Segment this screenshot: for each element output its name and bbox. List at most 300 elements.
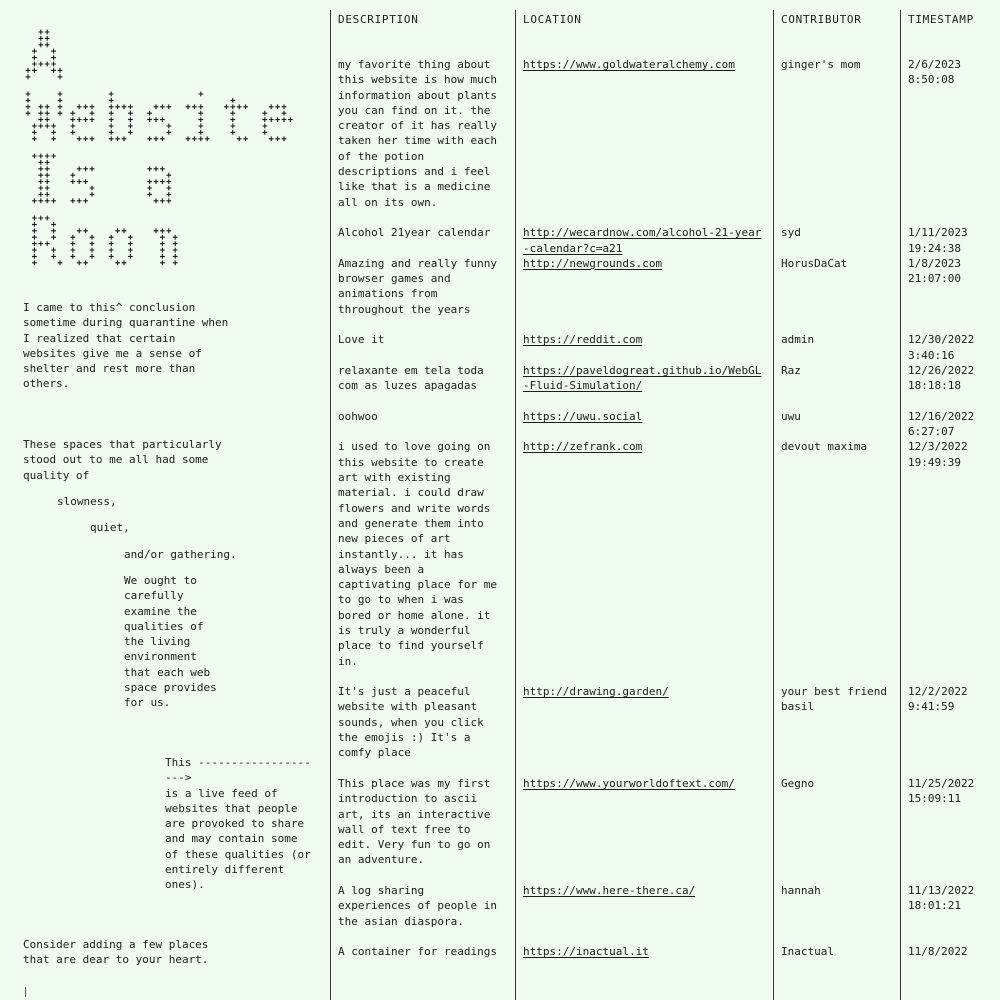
- row-location-link[interactable]: http://drawing.garden/: [523, 685, 669, 699]
- title-stitch: [38, 173, 43, 178]
- row-timestamp: [908, 225, 988, 256]
- title-stitch: [32, 68, 37, 73]
- title-stitch: [58, 111, 63, 116]
- title-stitch: [198, 136, 203, 141]
- row-date: 12/2/2022: [908, 685, 968, 699]
- title-stitch: [90, 166, 95, 171]
- row-contributor: syd: [781, 226, 801, 240]
- row-timestamp: [908, 439, 988, 470]
- title-stitch: [83, 117, 88, 122]
- intro-paragraph-3: We ought to carefully examine the qualities of the living environment that each web space provides for us.: [124, 574, 217, 710]
- row-location-link[interactable]: https://www.goldwateralchemy.com: [523, 58, 735, 71]
- title-stitch: [109, 98, 114, 103]
- row-description: A log sharing experiences of people in the asian diaspora.: [338, 884, 497, 928]
- row-date: 1/8/2023: [908, 256, 961, 270]
- title-stitch: [154, 228, 159, 233]
- intro-paragraph-1: I came to this^ conclusion sometime during quarantine when I realized that certain websites give me a sense of shelter and rest more than others.: [23, 301, 229, 391]
- title-stitch: [166, 192, 171, 197]
- title-stitch: [32, 136, 37, 141]
- title-stitch: [115, 228, 120, 233]
- title-stitch: [282, 104, 287, 109]
- title-stitch: [32, 130, 37, 135]
- title-stitch: [90, 186, 95, 191]
- row-time: 9:41:59: [908, 700, 955, 714]
- row-contributor: Raz: [781, 363, 801, 377]
- row-time: 18:18:18: [908, 379, 961, 393]
- title-stitch: [154, 117, 159, 122]
- title-stitch: [70, 248, 75, 253]
- title-stitch: [77, 136, 82, 141]
- title-stitch: [147, 186, 152, 191]
- title-stitch: [230, 104, 235, 109]
- title-stitch: [230, 130, 235, 135]
- row-location: [523, 332, 763, 347]
- title-stitch: [51, 124, 56, 129]
- title-stitch: [173, 241, 178, 246]
- title-stitch: [160, 166, 165, 171]
- title-stitch: [32, 154, 37, 159]
- title-stitch: [51, 154, 56, 159]
- title-stitch: [45, 36, 50, 41]
- title-stitch: [230, 117, 235, 122]
- row-contributor: ginger's mom: [781, 58, 861, 71]
- title-stitch: [58, 92, 63, 97]
- row-time: 15:09:11: [908, 792, 961, 806]
- title-stitch: [58, 104, 63, 109]
- row-location: [523, 776, 763, 791]
- row-time: 8:50:08: [908, 73, 955, 87]
- title-stitch: [122, 136, 127, 141]
- title-stitch: [237, 136, 242, 141]
- title-stitch: [122, 104, 127, 109]
- row-contributor: admin: [781, 333, 815, 347]
- title-stitch: [115, 260, 120, 265]
- row-timestamp: [908, 363, 988, 394]
- title-stitch: [70, 111, 75, 116]
- header-contributor: CONTRIBUTOR: [781, 13, 862, 26]
- title-stitch: [45, 160, 50, 165]
- title-stitch: [32, 228, 37, 233]
- row-location-link[interactable]: https://uwu.social: [523, 409, 643, 423]
- row-contributor: hannah: [781, 884, 821, 898]
- title-stitch: [70, 117, 75, 122]
- row-location: [523, 225, 763, 256]
- title-stitch: [77, 104, 82, 109]
- title-stitch: [173, 248, 178, 253]
- title-stitch: [77, 179, 82, 184]
- title-stitch: [90, 241, 95, 246]
- title-stitch: [70, 254, 75, 259]
- title-stitch: [90, 111, 95, 116]
- title-stitch: [230, 98, 235, 103]
- title-stitch: [109, 111, 114, 116]
- row-location: [523, 363, 763, 394]
- title-stitch: [154, 179, 159, 184]
- title-stitch: [70, 179, 75, 184]
- title-stitch: [90, 254, 95, 259]
- title-stitch: [166, 104, 171, 109]
- row-location-link[interactable]: https://inactual.it: [523, 945, 649, 959]
- feed-rows: [330, 57, 1000, 975]
- title-stitch: [32, 216, 37, 221]
- title-stitch: [51, 130, 56, 135]
- title-stitch: [90, 248, 95, 253]
- title-stitch: [147, 192, 152, 197]
- title-stitch: [32, 55, 37, 60]
- title-stitch: [58, 260, 63, 265]
- row-timestamp: [908, 776, 988, 807]
- title-stitch: [77, 198, 82, 203]
- title-stitch: [109, 104, 114, 109]
- title-stitch: [70, 241, 75, 246]
- title-stitch: [243, 136, 248, 141]
- title-stitch: [32, 260, 37, 265]
- title-stitch: [262, 111, 267, 116]
- title-stitch: [147, 117, 152, 122]
- row-description: relaxante em tela toda com as luzes apagadas: [338, 363, 484, 393]
- title-stitch: [275, 136, 280, 141]
- title-stitch: [128, 254, 133, 259]
- title-stitch: [90, 235, 95, 240]
- title-stitch: [70, 235, 75, 240]
- title-stitch: [26, 111, 31, 116]
- title-stitch: [32, 49, 37, 54]
- title-stitch: [109, 117, 114, 122]
- row-location: [523, 409, 763, 424]
- title-stitch: [173, 260, 178, 265]
- title-stitch: [70, 124, 75, 129]
- title-stitch: [147, 136, 152, 141]
- title-stitch: [38, 111, 43, 116]
- row-date: 12/30/2022: [908, 333, 975, 347]
- title-stitch: [269, 136, 274, 141]
- title-stitch: [282, 111, 287, 116]
- title-stitch: [160, 198, 165, 203]
- title-stitch: [77, 260, 82, 265]
- title-stitch: [26, 98, 31, 103]
- title-stitch: [70, 173, 75, 178]
- title-stitch: [83, 179, 88, 184]
- title-stitch: [128, 124, 133, 129]
- table-row: [330, 776, 1000, 883]
- row-location-link[interactable]: https://www.yourworldoftext.com/: [523, 776, 735, 790]
- title-stitch: [128, 117, 133, 122]
- title-stitch: [32, 241, 37, 246]
- title-stitch: [166, 179, 171, 184]
- title-stitch: [58, 74, 63, 79]
- title-stitch: [45, 173, 50, 178]
- title-stitch: [186, 136, 191, 141]
- title-stitch: [45, 241, 50, 246]
- quality-gathering: and/or gathering.: [124, 548, 237, 561]
- title-stitch: [205, 136, 210, 141]
- title-stitch: [83, 136, 88, 141]
- row-date: 11/13/2022: [908, 884, 975, 898]
- title-stitch: [45, 62, 50, 67]
- title-stitch: [26, 104, 31, 109]
- title-stitch: [51, 55, 56, 60]
- row-timestamp: [908, 57, 988, 88]
- row-date: 11/8/2022: [908, 945, 968, 959]
- row-description: Love it: [338, 333, 385, 347]
- title-stitch: [32, 198, 37, 203]
- title-stitch: [38, 104, 43, 109]
- title-stitch: [83, 166, 88, 171]
- row-location-link[interactable]: https://www.here-there.ca/: [523, 884, 696, 898]
- title-stitch: [160, 136, 165, 141]
- row-date: 1/11/2023: [908, 226, 968, 240]
- title-stitch: [109, 92, 114, 97]
- title-stitch: [147, 179, 152, 184]
- row-time: 6:27:07: [908, 425, 955, 439]
- row-location: [523, 57, 763, 72]
- title-stitch: [198, 111, 203, 116]
- row-location: [523, 439, 763, 454]
- title-stitch: [166, 130, 171, 135]
- row-contributor: HorusDaCat: [781, 256, 848, 270]
- quality-slowness: slowness,: [57, 495, 117, 508]
- row-contributor: uwu: [781, 409, 801, 423]
- title-stitch: [109, 254, 114, 259]
- title-stitch: [38, 30, 43, 35]
- title-stitch: [38, 198, 43, 203]
- row-date: 11/25/2022: [908, 776, 975, 790]
- title-stitch: [192, 104, 197, 109]
- title-stitch: [45, 179, 50, 184]
- title-stitch: [45, 198, 50, 203]
- row-date: 12/16/2022: [908, 409, 975, 423]
- title-stitch: [230, 111, 235, 116]
- title-stitch: [26, 74, 31, 79]
- title-stitch: [147, 111, 152, 116]
- title-stitch: [109, 248, 114, 253]
- title-stitch: [51, 254, 56, 259]
- title-stitch: [160, 235, 165, 240]
- title-stitch: [262, 130, 267, 135]
- title-stitch: [160, 104, 165, 109]
- title-stitch: [32, 222, 37, 227]
- header-timestamp: TIMESTAMP: [908, 13, 974, 26]
- title-stitch: [128, 241, 133, 246]
- row-location: [523, 256, 763, 271]
- title-stitch: [154, 198, 159, 203]
- title-stitch: [166, 228, 171, 233]
- title-stitch: [154, 166, 159, 171]
- title-stitch: [51, 198, 56, 203]
- title-stitch: [160, 117, 165, 122]
- title-stitch: [26, 92, 31, 97]
- title-stitch: [38, 160, 43, 165]
- title-stitch: [173, 235, 178, 240]
- title-stitch: [173, 254, 178, 259]
- row-timestamp: [908, 409, 988, 440]
- row-location: [523, 883, 763, 898]
- row-description: It's just a peaceful website with pleasant sounds, when you click the emojis :) It's a comfy place: [338, 685, 484, 760]
- title-stitch: [38, 186, 43, 191]
- title-stitch: [38, 179, 43, 184]
- title-stitch: [32, 235, 37, 240]
- title-stitch: [230, 124, 235, 129]
- title-stitch: [198, 130, 203, 135]
- title-stitch: [109, 241, 114, 246]
- title-stitch: [262, 117, 267, 122]
- title-stitch: [154, 104, 159, 109]
- title-stitch: [115, 104, 120, 109]
- title-stitch: [32, 124, 37, 129]
- title-stitch: [51, 228, 56, 233]
- title-stitch: [38, 166, 43, 171]
- title-stitch: [77, 166, 82, 171]
- title-stitch: [109, 130, 114, 135]
- title-stitch: [70, 130, 75, 135]
- website-feed-table: [330, 0, 1000, 1000]
- title-stitch: [262, 124, 267, 129]
- title-stitch: [51, 62, 56, 67]
- title-stitch: [45, 186, 50, 191]
- table-row: [330, 363, 1000, 409]
- row-location: [523, 684, 763, 699]
- title-stitch: [198, 104, 203, 109]
- title-stitch: [38, 154, 43, 159]
- table-row: [330, 409, 1000, 440]
- title-stitch: [83, 228, 88, 233]
- title-stitch: [154, 136, 159, 141]
- title-stitch: [109, 124, 114, 129]
- table-row: [330, 439, 1000, 684]
- title-stitch: [166, 198, 171, 203]
- title-stitch: [282, 136, 287, 141]
- title-stitch: [90, 192, 95, 197]
- title-stitch: [198, 92, 203, 97]
- header-location: LOCATION: [523, 13, 582, 26]
- title-stitch: [160, 241, 165, 246]
- title-stitch: [58, 68, 63, 73]
- title-stitch: [128, 130, 133, 135]
- title-stitch: [51, 136, 56, 141]
- table-row: [330, 225, 1000, 256]
- row-contributor: Gegno: [781, 776, 815, 790]
- intro-paragraph-2: These spaces that particularly stood out to me all had some quality of: [23, 438, 222, 482]
- title-stitch: [45, 166, 50, 171]
- table-row: [330, 883, 1000, 944]
- row-time: 3:40:16: [908, 348, 955, 362]
- title-stitch: [166, 173, 171, 178]
- title-stitch: [51, 222, 56, 227]
- title-stitch: [45, 42, 50, 47]
- title-stitch: [38, 42, 43, 47]
- title-stitch: [45, 111, 50, 116]
- title-stitch: [38, 192, 43, 197]
- title-stitch: [45, 192, 50, 197]
- row-location: [523, 944, 763, 959]
- row-location-link[interactable]: http://newgrounds.com: [523, 256, 663, 270]
- title-stitch: [38, 124, 43, 129]
- row-location-link[interactable]: http://zefrank.com: [523, 440, 643, 454]
- title-stitch: [160, 179, 165, 184]
- title-stitch: [83, 260, 88, 265]
- row-timestamp: [908, 684, 988, 715]
- row-description: i used to love going on this website to create art with existing material. i could draw flowers and write words and generate them into new pieces of art instantly... it has always been a captivating place for me to go to when i was bored or home alone. it is truly a wonderful place to find yourself in.: [338, 440, 497, 668]
- title-stitch: [160, 260, 165, 265]
- title-stitch: [38, 216, 43, 221]
- row-timestamp: [908, 944, 988, 959]
- table-row: [330, 57, 1000, 225]
- title-stitch: [45, 216, 50, 221]
- row-time: 21:07:00: [908, 272, 961, 286]
- row-location-link[interactable]: https://reddit.com: [523, 333, 643, 347]
- title-stitch: [38, 241, 43, 246]
- title-stitch: [237, 104, 242, 109]
- title-stitch: [198, 117, 203, 122]
- title-stitch: [224, 104, 229, 109]
- title-stitch: [51, 235, 56, 240]
- title-stitch: [128, 111, 133, 116]
- title-stitch: [45, 30, 50, 35]
- title-stitch: [275, 104, 280, 109]
- title-stitch: [51, 68, 56, 73]
- title-stitch: [122, 260, 127, 265]
- title-stitch: [58, 98, 63, 103]
- title-stitch: [243, 104, 248, 109]
- row-description: Alcohol 21year calendar: [338, 226, 491, 240]
- title-stitch: [32, 248, 37, 253]
- title-stitch: [77, 117, 82, 122]
- title-stitch: [51, 49, 56, 54]
- row-description: A container for readings: [338, 945, 497, 959]
- title-stitch: [166, 124, 171, 129]
- title-stitch: [51, 248, 56, 253]
- intro-paragraph-4: This ----------------- ---> is a live feed of websites that people are provoked to share and may contain some of these qualities (or entirely different ones).: [165, 756, 311, 892]
- title-stitch: [38, 62, 43, 67]
- title-stitch: [70, 198, 75, 203]
- title-stitch: [160, 248, 165, 253]
- title-stitch: [282, 117, 287, 122]
- row-timestamp: [908, 883, 988, 914]
- title-stitch: [198, 124, 203, 129]
- title-stitch: [90, 136, 95, 141]
- title-stitch: [83, 198, 88, 203]
- row-time: 18:01:21: [908, 899, 961, 913]
- row-contributor: devout maxima: [781, 440, 868, 454]
- title-stitch: [192, 136, 197, 141]
- title-stitch: [269, 104, 274, 109]
- title-stitch: [45, 117, 50, 122]
- row-location-link[interactable]: https://paveldogreat.github.io/WebGL-Fluid-Simulation/: [523, 363, 762, 393]
- title-stitch: [128, 248, 133, 253]
- row-description: oohwoo: [338, 409, 378, 423]
- title-stitch: [122, 228, 127, 233]
- row-location-link[interactable]: http://wecardnow.com/alcohol-21-year-calendar?c=a21: [523, 226, 762, 255]
- title-stitch: [83, 104, 88, 109]
- title-stitch: [90, 117, 95, 122]
- intro-panel: [0, 0, 330, 1000]
- title-stitch: [26, 68, 31, 73]
- title-stitch: [128, 104, 133, 109]
- row-timestamp: [908, 332, 988, 363]
- row-contributor: Inactual: [781, 945, 834, 959]
- row-time: 19:24:38: [908, 241, 961, 255]
- title-stitch: [38, 36, 43, 41]
- row-time: 19:49:39: [908, 455, 961, 469]
- title-stitch: [128, 235, 133, 240]
- row-contributor: your best friend basil: [781, 685, 887, 714]
- row-date: 12/26/2022: [908, 363, 975, 377]
- title-stitch: [186, 104, 191, 109]
- table-row: [330, 944, 1000, 975]
- title-stitch: [45, 154, 50, 159]
- row-date: 2/6/2023: [908, 58, 961, 71]
- row-description: my favorite thing about this website is how much information about plants you can find on it. the creator of it has really taken her time with each of the potion descriptions and i feel like that is a medicine all on its own.: [338, 58, 497, 209]
